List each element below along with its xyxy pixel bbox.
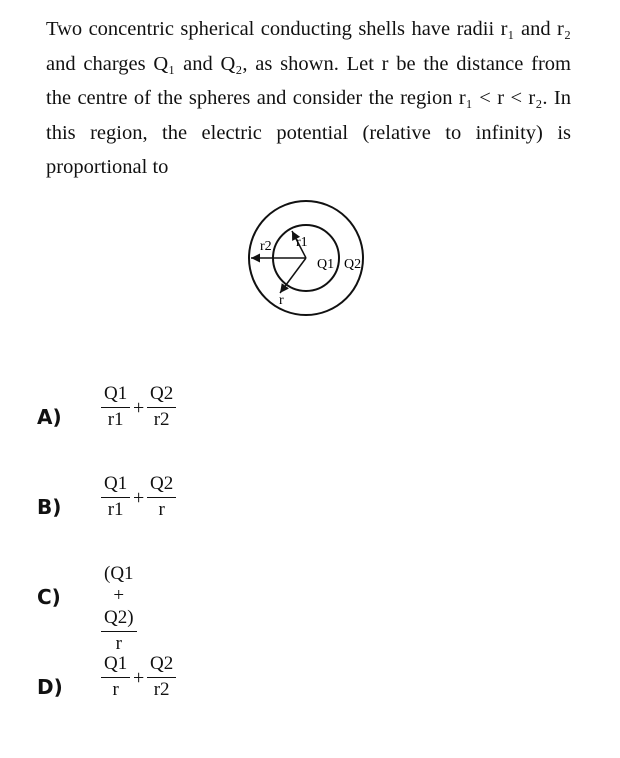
option-a-term-1 [101, 383, 130, 431]
question-line-3: the centre of the spheres and consider the region r₁ < r < r₂. In [46, 87, 571, 109]
option-d-term-2 [147, 653, 176, 701]
question-line-5: proportional to [46, 156, 169, 178]
option-d-term-1-denominator: r [112, 679, 119, 700]
concentric-shells-figure [238, 198, 374, 334]
option-d-term-1-numerator: Q1 [104, 653, 128, 674]
option-a-plus: + [133, 397, 145, 419]
question-line-4: this region, the electric potential (relative to infinity) is [46, 121, 571, 144]
option-d-term-1 [101, 653, 130, 701]
option-b-term-2-denominator: r [158, 499, 165, 520]
option-d-plus: + [133, 667, 145, 689]
option-b-term-1-denominator: r1 [107, 499, 124, 520]
option-d-term-2-numerator: Q2 [150, 653, 174, 674]
label-r: r [279, 293, 284, 308]
option-a-letter: A) [37, 405, 62, 429]
question-line-1: Two concentric spherical conducting shells have radii r₁ and r₂ [46, 18, 571, 40]
option-b-plus: + [133, 487, 145, 509]
option-d[interactable] [37, 653, 237, 713]
option-c-term [101, 563, 137, 655]
option-b-term-2 [147, 473, 176, 521]
option-c-letter: C) [37, 585, 61, 609]
option-a-term-2-numerator: Q2 [150, 383, 174, 404]
option-a-term-2 [147, 383, 176, 431]
option-b-term-1 [101, 473, 130, 521]
option-a-term-1-numerator: Q1 [104, 383, 128, 404]
option-c[interactable] [37, 563, 237, 654]
option-d-term-2-denominator: r2 [153, 679, 170, 700]
label-q2: Q2 [344, 257, 362, 272]
option-c-numerator: (Q1 + Q2) [104, 563, 134, 628]
option-b-term-1-numerator: Q1 [104, 473, 128, 494]
label-r2: r2 [260, 239, 272, 254]
option-a[interactable] [37, 383, 237, 443]
option-b[interactable] [37, 473, 237, 533]
option-a-term-2-denominator: r2 [153, 409, 170, 430]
option-a-term-1-denominator: r1 [107, 409, 124, 430]
question-line-2: and charges Q₁ and Q₂, as shown. Let r be the distance from [46, 52, 571, 75]
option-d-letter: D) [37, 675, 63, 699]
label-r1: r1 [296, 235, 308, 250]
option-b-letter: B) [37, 495, 62, 519]
question-text [46, 12, 571, 185]
option-b-term-2-numerator: Q2 [150, 473, 174, 494]
option-c-denominator: r [115, 633, 122, 654]
label-q1: Q1 [317, 257, 335, 272]
